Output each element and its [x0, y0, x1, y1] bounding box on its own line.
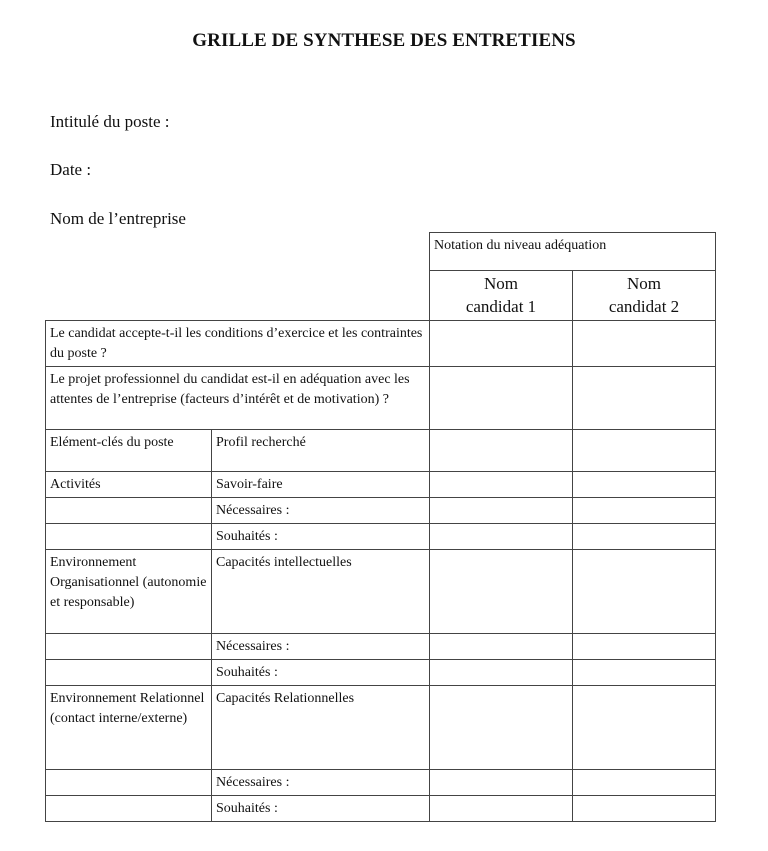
row-right-label: Souhaités : — [212, 660, 430, 686]
score-cell — [430, 634, 573, 660]
question-projet: Le projet professionnel du candidat est-il en adéquation avec les attentes de l’entreprise (facteurs d’intérêt et de motivation) ? — [46, 367, 430, 430]
row-left-label — [46, 770, 212, 796]
row-right-label: Savoir-faire — [212, 472, 430, 498]
candidate-1-line1: Nom — [484, 274, 518, 293]
score-cell — [573, 524, 716, 550]
row-right-label: Souhaités : — [212, 796, 430, 822]
score-cell — [430, 430, 573, 472]
row-left-label — [46, 660, 212, 686]
row-right-label: Profil recherché — [212, 430, 430, 472]
synthesis-grid — [45, 232, 716, 822]
row-right-label: Capacités intellectuelles — [212, 550, 430, 634]
row-right-label: Nécessaires : — [212, 634, 430, 660]
row-right-label: Nécessaires : — [212, 498, 430, 524]
candidate-1-header — [430, 271, 573, 321]
row-left-label: Environnement Relationnel (contact interne/externe) — [46, 686, 212, 770]
field-intitule-poste: Intitulé du poste : — [50, 112, 170, 131]
row-right-label: Nécessaires : — [212, 770, 430, 796]
question-conditions: Le candidat accepte-t-il les conditions d’exercice et les contraintes du poste ? — [46, 321, 430, 367]
score-cell — [573, 550, 716, 634]
score-cell — [430, 367, 573, 430]
score-cell — [573, 498, 716, 524]
field-nom-entreprise: Nom de l’entreprise — [50, 209, 186, 228]
row-left-label — [46, 498, 212, 524]
row-left-label: Activités — [46, 472, 212, 498]
candidate-2-line2: candidat 2 — [608, 297, 680, 316]
score-cell — [573, 660, 716, 686]
row-left-label — [46, 796, 212, 822]
score-cell — [573, 321, 716, 367]
score-cell — [573, 686, 716, 770]
score-cell — [573, 472, 716, 498]
header-blank — [46, 233, 430, 321]
row-left-label — [46, 634, 212, 660]
score-cell — [430, 498, 573, 524]
notation-header: Notation du niveau adéquation — [430, 233, 716, 271]
score-cell — [430, 524, 573, 550]
score-cell — [430, 550, 573, 634]
row-right-label: Capacités Relationnelles — [212, 686, 430, 770]
row-left-label: Elément-clés du poste — [46, 430, 212, 472]
score-cell — [573, 367, 716, 430]
document-title: GRILLE DE SYNTHESE DES ENTRETIENS — [192, 30, 576, 51]
score-cell — [573, 634, 716, 660]
score-cell — [573, 796, 716, 822]
score-cell — [573, 430, 716, 472]
score-cell — [430, 660, 573, 686]
field-date: Date : — [50, 160, 92, 179]
score-cell — [430, 321, 573, 367]
score-cell — [430, 770, 573, 796]
score-cell — [430, 796, 573, 822]
candidate-1-line2: candidat 1 — [465, 297, 537, 316]
score-cell — [430, 472, 573, 498]
score-cell — [430, 686, 573, 770]
row-left-label: Environnement Organisationnel (autonomie et responsable) — [46, 550, 212, 634]
row-right-label: Souhaités : — [212, 524, 430, 550]
score-cell — [573, 770, 716, 796]
candidate-2-header — [573, 271, 716, 321]
candidate-2-line1: Nom — [627, 274, 661, 293]
row-left-label — [46, 524, 212, 550]
